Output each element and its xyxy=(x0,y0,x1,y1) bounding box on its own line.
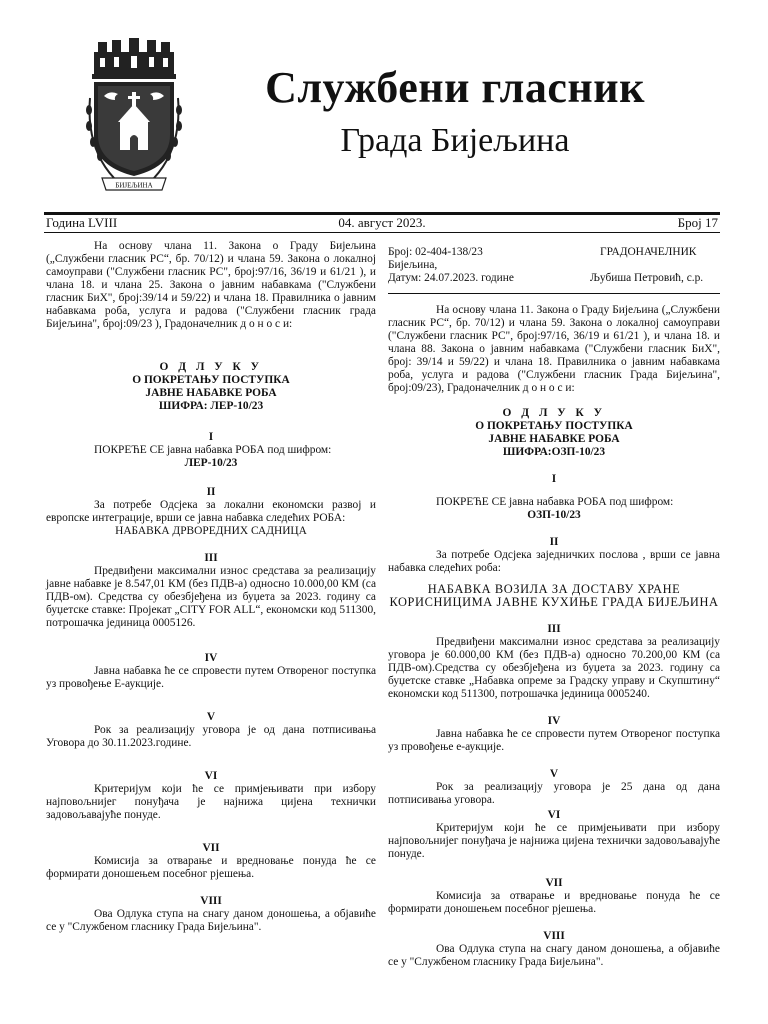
section-heading: III xyxy=(204,552,218,564)
section-text: Ова Одлука ступа на снагу даном доношења, а објавиће се у "Службеном гласнику Града Бијељина". xyxy=(388,943,720,968)
section-text: Критеријум који ће се примјењивати при избору најповољнијег понуђача је најнижа цијена технички задовољавајуће понуде. xyxy=(388,822,720,860)
signatory-role: ГРАДОНАЧЕЛНИК xyxy=(600,246,697,258)
section-heading: II xyxy=(206,486,216,498)
decision-line-1: О ПОКРЕТАЊУ ПОСТУПКА xyxy=(132,374,290,386)
decision-line-1: О ПОКРЕТАЊУ ПОСТУПКА xyxy=(475,420,633,432)
section-text: Јавна набавка ће се спровести путем Отвореног поступка уз провођење е-аукције. xyxy=(388,728,720,753)
decision-title: О Д Л У К У xyxy=(502,407,606,419)
preamble: На основу члана 11. Закона о Граду Бијељина („Службени гласник РС“, бр. 70/12) и члана 59. Закона о локалној самоуправи ("Службени гласник РС", број:97/16, 36/19 и 61/21 ), и члана 18. и члана 88. Закона о јавним набавкама ("Службени гласник БиХ", број: 39/14 и 59/22) и члана 18. Правилника о јавним набавкама роба, услуга и радова ("Службени гласник Града Бијељина", број:09/23), Градоначелник д о н о с и: xyxy=(388,304,720,394)
section-text: Предвиђени максимални износ средстава за реализацију јавне набавке је 8.547,01 КМ (без ПДВ-а) односно 10.000,00 КМ (са ПДВ-ом). Средства су обезбјеђена из буџета за 2023. годину са буџетске ставке: Пројекат „CITY FOR ALL“, економски код 511300, потрошачка јединица 0005126. xyxy=(46,565,376,629)
issue-number: Број 17 xyxy=(677,215,718,230)
section-heading: I xyxy=(208,431,214,443)
decision-code: ШИФРА: ЛЕР-10/23 xyxy=(158,400,264,412)
decision-code: ШИФРА:ОЗП-10/23 xyxy=(502,446,606,458)
section-text: ПОКРЕЋЕ СЕ јавна набавка РОБА под шифром: xyxy=(94,444,332,456)
section-heading: VIII xyxy=(200,895,222,907)
reference-number: Број: 02-404-138/23 xyxy=(388,246,483,258)
section-heading: IV xyxy=(547,715,561,727)
section-heading: V xyxy=(206,711,216,723)
section-heading: VI xyxy=(547,809,561,821)
gazette-title: Службени гласник xyxy=(265,63,645,112)
section-text: За потребе Одсјека заједничких послова , врши се јавна набавка следећих роба: xyxy=(388,549,720,574)
signature-row xyxy=(388,246,720,259)
section-heading: I xyxy=(551,473,557,485)
section-text: Предвиђени максимални износ средстава за реализацију уговора је 60.000,00 КМ (без ПДВ-а) односно 70.200,00 КМ (са ПДВ-ом).Средства су обезбјеђена из буџета за 2023. годину са буџетске ставке „Набавка опреме за Градску управу и Скупштину“ економски код 511300, потрошачка јединица 0005240. xyxy=(388,636,720,700)
header-rule-bottom xyxy=(44,232,720,233)
section-text: За потребе Одсјека за локални економски развој и европске интеграције, врши се јавна набавка следећих РОБА: xyxy=(46,499,376,524)
left-column xyxy=(46,240,376,934)
section-text: Комисија за отварање и вредновање понуда ће се формирати доношењем посебног рјешења. xyxy=(46,855,376,880)
section-heading: VII xyxy=(202,842,220,854)
document-date: Датум: 24.07.2023. године xyxy=(388,272,514,284)
place: Бијељина, xyxy=(388,259,438,271)
city-coat-of-arms xyxy=(84,38,184,196)
section-text: Ова Одлука ступа на снагу даном доношења, а објавиће се у "Службеном гласнику Града Бијељина". xyxy=(46,908,376,933)
right-column xyxy=(388,246,720,969)
section-heading: V xyxy=(549,768,559,780)
signature-row xyxy=(388,272,720,285)
signature-row xyxy=(388,259,720,272)
section-text: Рок за реализацију уговора је од дана потписивања Уговора до 30.11.2023.године. xyxy=(46,724,376,749)
signatory-name: Љубиша Петровић, с.р. xyxy=(590,272,704,284)
issue-year: Година LVIII xyxy=(46,215,118,230)
section-code: ЛЕР-10/23 xyxy=(184,457,238,469)
section-heading: VII xyxy=(545,877,563,889)
procurement-subject: НАБАВКА ДРВОРЕДНИХ САДНИЦА xyxy=(115,525,307,537)
section-text: Рок за реализацију уговора је 25 дана од дана потписивања уговора. xyxy=(388,781,720,806)
section-heading: IV xyxy=(204,652,218,664)
decision-line-2: ЈАВНЕ НАБАВКЕ РОБА xyxy=(145,387,277,399)
issue-bar xyxy=(46,214,718,232)
crest-caption: БИЈЕЉИНА xyxy=(115,181,153,190)
decision-title: О Д Л У К У xyxy=(159,361,263,373)
issue-date: 04. август 2023. xyxy=(338,215,426,230)
section-heading: II xyxy=(549,536,559,548)
procurement-subject: НАБАВКА ВОЗИЛА ЗА ДОСТАВУ ХРАНЕ КОРИСНИЦИМА ЈАВНЕ КУХИЊЕ ГРАДА БИЈЕЉИНА xyxy=(389,582,719,609)
section-heading: VIII xyxy=(543,930,565,942)
section-text: ПОКРЕЋЕ СЕ јавна набавка РОБА под шифром: xyxy=(436,496,674,508)
divider xyxy=(388,293,720,294)
section-text: Јавна набавка ће се спровести путем Отвореног поступка уз провођење Е-аукције. xyxy=(46,665,376,690)
gazette-subtitle: Града Бијељина xyxy=(340,122,570,159)
section-text: Критеријум који ће се примјењивати при избору најповољнијег понуђача је најнижа цијена технички задовољавајуће понуде. xyxy=(46,783,376,821)
section-heading: III xyxy=(547,623,561,635)
section-heading: VI xyxy=(204,770,218,782)
preamble: На основу члана 11. Закона о Граду Бијељина („Службени гласник РС“, бр. 70/12) и члана 59. Закона о локалној самоуправи ("Службени гласник РС", број:97/16, 36/19 и 61/21 ), и члана 18. и члана 25. Закона о јавним набавкама ("Службени гласник БиХ", број:39/14 и 59/22) и члана 18. Правилника о јавним набавкама роба, услуга и радова ("Службени гласник града Бијељина", број:09/23 ), Градоначелник д о н о с и: xyxy=(46,240,376,330)
section-text: Комисија за отварање и вредновање понуда ће се формирати доношењем посебног рјешења. xyxy=(388,890,720,915)
section-code: ОЗП-10/23 xyxy=(527,509,581,521)
decision-line-2: ЈАВНЕ НАБАВКЕ РОБА xyxy=(488,433,620,445)
mural-crown-icon xyxy=(92,38,176,79)
